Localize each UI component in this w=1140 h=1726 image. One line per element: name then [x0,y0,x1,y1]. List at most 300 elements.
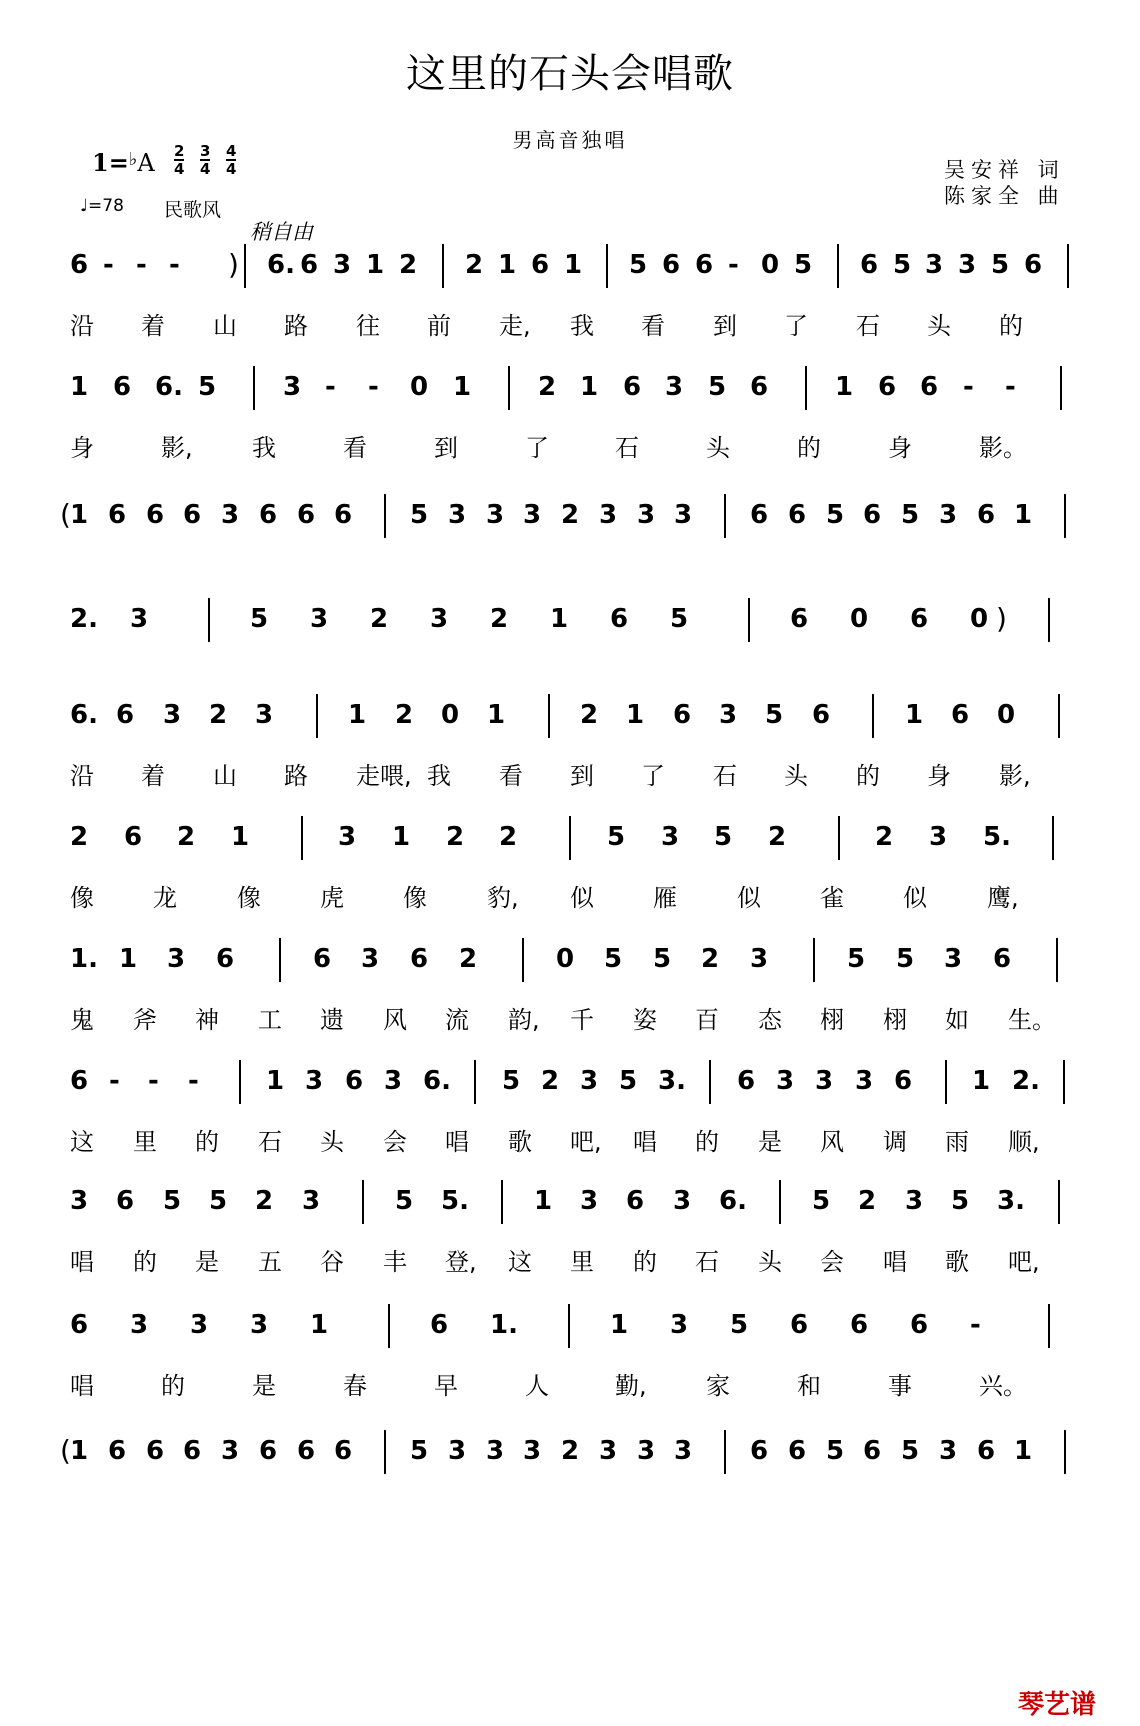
lyric-syllable: 调 [883,1128,907,1156]
note: 2 [538,372,557,402]
note: 5 [163,1186,182,1216]
note: 6 [623,372,642,402]
note: 2 [561,500,580,530]
lyric-syllable: 豹, [487,884,519,912]
lyric-syllable: 歌 [945,1248,969,1276]
note: 2 [399,250,418,280]
note: 6. [70,700,98,730]
lyric-syllable: 的 [633,1248,657,1276]
lyric-syllable: 身 [888,434,912,462]
note: 6 [70,1310,89,1340]
lyric-syllable: 山 [213,312,237,340]
note: 1 [580,372,599,402]
lyric-syllable: 了 [525,434,549,462]
note: 3 [448,500,467,530]
lyric-syllable: 看 [499,762,523,790]
note: 2 [446,822,465,852]
barline [568,1304,570,1348]
barline [1048,1304,1050,1348]
note: 2 [561,1436,580,1466]
note: 3. [658,1066,686,1096]
note: 0 [761,250,780,280]
lyric-syllable: 看 [641,312,665,340]
note: 6 [116,700,135,730]
barline [316,694,318,738]
note: 6 [977,1436,996,1466]
lyric-syllable: 的 [161,1372,185,1400]
lyric-syllable: 头 [784,762,808,790]
note: 3 [163,700,182,730]
lyric-syllable: 的 [133,1248,157,1276]
direction-marking: 稍自由 [250,220,313,244]
note: 6. [719,1186,747,1216]
barline [1064,1430,1066,1474]
close-paren: ) [996,602,1007,635]
note: - [169,250,180,280]
note: 3 [338,822,357,852]
note: 6 [863,1436,882,1466]
lyric-syllable: 斧 [133,1006,157,1034]
note: 5 [951,1186,970,1216]
barline [384,1430,386,1474]
lyricist-credit: 吴安祥 词 [944,158,1065,182]
lyric-syllable: 是 [195,1248,219,1276]
note: 6 [626,1186,645,1216]
watermark-logo: 琴艺谱 [1018,1690,1097,1720]
note: 3 [523,1436,542,1466]
lyric-syllable: 春 [343,1372,367,1400]
open-paren: ( [60,498,71,531]
note: - [103,250,114,280]
lyric-syllable: 流 [445,1006,469,1034]
note: 5 [502,1066,521,1096]
note: - [136,250,147,280]
barline [384,494,386,538]
note: 2 [177,822,196,852]
barline [1058,1180,1060,1224]
note: 6 [910,1310,929,1340]
lyric-syllable: 往 [356,312,380,340]
lyric-syllable: 会 [383,1128,407,1156]
note: 1 [550,604,569,634]
note: 5 [619,1066,638,1096]
note: 6 [70,250,89,280]
note: 6 [878,372,897,402]
open-paren: ( [60,1434,71,1467]
barline [1048,598,1050,642]
lyric-syllable: 生。 [1008,1006,1056,1034]
note: 5 [410,1436,429,1466]
note: 5. [983,822,1011,852]
note: - [368,372,379,402]
note: 1 [498,250,517,280]
note: 3 [333,250,352,280]
lyric-syllable: 像 [403,884,427,912]
note: 5 [653,944,672,974]
note: 0 [850,604,869,634]
lyric-syllable: 吧, [570,1128,602,1156]
lyric-syllable: 五 [258,1248,282,1276]
lyric-syllable: 头 [758,1248,782,1276]
lyric-syllable: 到 [570,762,594,790]
style-marking: 民歌风 [164,199,222,221]
lyric-syllable: 这 [508,1248,532,1276]
song-subtitle: 男高音独唱 [512,128,628,152]
key-signature: 1=♭A [92,148,155,177]
lyric-syllable: 丰 [383,1248,407,1276]
note: 3 [939,500,958,530]
note: 3 [929,822,948,852]
note: 6 [334,500,353,530]
note: 1. [490,1310,518,1340]
lyric-syllable: 头 [320,1128,344,1156]
note: 3 [665,372,684,402]
note: 3 [255,700,274,730]
note: 3 [361,944,380,974]
note: 3 [221,500,240,530]
lyric-syllable: 韵, [508,1006,540,1034]
note: 5 [812,1186,831,1216]
note: 6 [259,1436,278,1466]
note: 5 [607,822,626,852]
time-signature-4-4: 4 4 [226,142,237,178]
note: 3 [776,1066,795,1096]
barline [724,494,726,538]
lyric-syllable: 了 [641,762,665,790]
lyric-syllable: 栩 [820,1006,844,1034]
lyric-syllable: 登, [445,1248,477,1276]
lyric-syllable: 石 [713,762,737,790]
note: 3 [448,1436,467,1466]
note: 6 [146,500,165,530]
note: 5 [765,700,784,730]
lyric-syllable: 似 [570,884,594,912]
lyric-syllable: 吧, [1008,1248,1040,1276]
barline [253,366,255,410]
note: 5 [847,944,866,974]
note: 6. [423,1066,451,1096]
composer-credit: 陈家全 曲 [944,184,1065,208]
note: 6 [108,500,127,530]
barline [748,598,750,642]
time-signature-2-4: 2 4 [174,142,185,178]
notation-line [0,1310,1140,1428]
barline [709,1060,711,1104]
note: 3 [599,500,618,530]
lyric-syllable: 家 [706,1372,730,1400]
note: 2 [499,822,518,852]
note: 3 [958,250,977,280]
barline [606,244,608,288]
note: 6 [662,250,681,280]
lyric-syllable: 路 [284,312,308,340]
note: 3 [486,1436,505,1466]
note: 1. [70,944,98,974]
note: 6 [750,500,769,530]
note: 3 [310,604,329,634]
note: 3 [130,1310,149,1340]
note: 6 [790,1310,809,1340]
note: 1 [119,944,138,974]
lyric-syllable: 雁 [653,884,677,912]
note: 6 [790,604,809,634]
note: 5 [604,944,623,974]
close-paren: ) [228,248,239,281]
lyric-syllable: 山 [213,762,237,790]
note: 2. [70,604,98,634]
barline [388,1304,390,1348]
notation-line [0,1066,1140,1184]
lyric-syllable: 我 [570,312,594,340]
note: 1 [70,1436,89,1466]
lyric-syllable: 唱 [445,1128,469,1156]
note: 3 [250,1310,269,1340]
note: 2 [209,700,228,730]
note: 6 [334,1436,353,1466]
lyric-syllable: 虎 [320,884,344,912]
note: 3 [302,1186,321,1216]
lyric-syllable: 走, [499,312,531,340]
note: - [148,1066,159,1096]
lyric-syllable: 石 [258,1128,282,1156]
lyric-syllable: 了 [784,312,808,340]
barline [813,938,815,982]
note: 6 [345,1066,364,1096]
lyric-syllable: 唱 [70,1248,94,1276]
lyric-syllable: 龙 [153,884,177,912]
note: 6 [410,944,429,974]
note: 6 [850,1310,869,1340]
note: 5 [901,1436,920,1466]
note: 1 [534,1186,553,1216]
notation-line [0,1186,1140,1304]
note: 5 [896,944,915,974]
note: 3 [944,944,963,974]
lyric-syllable: 兴。 [979,1372,1027,1400]
note: 5 [250,604,269,634]
note: 3 [523,500,542,530]
lyric-syllable: 唱 [633,1128,657,1156]
note: 3 [430,604,449,634]
lyric-syllable: 早 [434,1372,458,1400]
barline [362,1180,364,1224]
barline [244,244,246,288]
lyric-syllable: 这 [70,1128,94,1156]
barline [1060,366,1062,410]
note: 6 [695,250,714,280]
lyric-syllable: 身 [70,434,94,462]
note: 1 [310,1310,329,1340]
note: 6 [750,372,769,402]
note: 6 [108,1436,127,1466]
barline [508,366,510,410]
note: 3 [70,1186,89,1216]
note: 6 [216,944,235,974]
lyric-syllable: 着 [141,762,165,790]
note: 3 [637,1436,656,1466]
note: 6 [70,1066,89,1096]
lyric-syllable: 态 [758,1006,782,1034]
lyric-syllable: 看 [343,434,367,462]
note: 3 [130,604,149,634]
note: 3 [580,1186,599,1216]
note: 6 [1024,250,1043,280]
lyric-syllable: 人 [525,1372,549,1400]
notation-line [0,372,1140,490]
lyric-syllable: 前 [427,312,451,340]
song-title: 这里的石头会唱歌 [406,51,734,97]
lyric-syllable: 事 [888,1372,912,1400]
note: - [970,1310,981,1340]
note: 6 [124,822,143,852]
lyric-syllable: 唱 [70,1372,94,1400]
barline [279,938,281,982]
note: 0 [441,700,460,730]
lyric-syllable: 着 [141,312,165,340]
lyric-syllable: 勤, [615,1372,647,1400]
note: 1 [366,250,385,280]
lyric-syllable: 走喂, [356,762,412,790]
lyric-syllable: 沿 [70,312,94,340]
lyric-syllable: 谷 [320,1248,344,1276]
barline [1064,494,1066,538]
barline [1058,694,1060,738]
note: 6 [531,250,550,280]
note: 5 [209,1186,228,1216]
lyric-syllable: 的 [999,312,1023,340]
note: 1 [835,372,854,402]
note: 2 [465,250,484,280]
tempo-marking: ♩=78 [80,196,124,216]
note: 0 [410,372,429,402]
note: 3 [925,250,944,280]
note: 5 [410,500,429,530]
lyric-syllable: 石 [856,312,880,340]
note: 5. [441,1186,469,1216]
barline [1067,244,1069,288]
note: 1 [1014,500,1033,530]
lyric-syllable: 沿 [70,762,94,790]
barline [945,1060,947,1104]
note: 1 [1014,1436,1033,1466]
barline [208,598,210,642]
note: 6 [183,1436,202,1466]
lyric-syllable: 歌 [508,1128,532,1156]
note: 2 [858,1186,877,1216]
note: - [963,372,974,402]
note: 2 [768,822,787,852]
note: 5 [991,250,1010,280]
note: 6 [812,700,831,730]
lyric-syllable: 里 [133,1128,157,1156]
note: - [109,1066,120,1096]
lyric-syllable: 和 [797,1372,821,1400]
note: 6 [951,700,970,730]
note: 3 [719,700,738,730]
lyric-syllable: 石 [615,434,639,462]
note: 3 [637,500,656,530]
note: 2 [370,604,389,634]
lyric-syllable: 工 [258,1006,282,1034]
note: 3 [815,1066,834,1096]
barline [442,244,444,288]
notation-line [0,944,1140,1062]
note: 1 [626,700,645,730]
note: 6 [920,372,939,402]
note: - [188,1066,199,1096]
note: 2 [490,604,509,634]
note: 3 [580,1066,599,1096]
note: 6. [155,372,183,402]
note: 6 [116,1186,135,1216]
note: 5 [395,1186,414,1216]
lyric-syllable: 鹰, [987,884,1019,912]
note: 1 [231,822,250,852]
note: 3 [599,1436,618,1466]
note: 3 [221,1436,240,1466]
lyric-syllable: 影, [999,762,1031,790]
note: 3 [855,1066,874,1096]
lyric-syllable: 影, [161,434,193,462]
notation-line [0,822,1140,940]
note: 3. [997,1186,1025,1216]
note: 5 [901,500,920,530]
note: 2 [70,822,89,852]
notation-line [0,220,1140,368]
barline [548,694,550,738]
barline [569,816,571,860]
barline [805,366,807,410]
barline [837,244,839,288]
lyric-syllable: 似 [903,884,927,912]
barline [474,1060,476,1104]
note: 6 [910,604,929,634]
note: 1 [266,1066,285,1096]
barline [838,816,840,860]
note: 2 [875,822,894,852]
note: 2 [541,1066,560,1096]
note: 6 [300,250,319,280]
lyric-syllable: 是 [252,1372,276,1400]
note: 5 [708,372,727,402]
lyric-syllable: 顺, [1008,1128,1040,1156]
lyric-syllable: 是 [758,1128,782,1156]
note: 3 [661,822,680,852]
note: 2 [255,1186,274,1216]
lyric-syllable: 到 [434,434,458,462]
barline [872,694,874,738]
note: 6 [863,500,882,530]
note: 3 [167,944,186,974]
lyric-syllable: 百 [695,1006,719,1034]
note: 5 [629,250,648,280]
note: 5 [730,1310,749,1340]
note: 3 [674,500,693,530]
note: 3 [674,1436,693,1466]
note: 6 [750,1436,769,1466]
note: 5 [198,372,217,402]
note: 1 [70,500,89,530]
lyric-syllable: 遗 [320,1006,344,1034]
note: 6 [860,250,879,280]
note: 2 [395,700,414,730]
note: 6 [788,1436,807,1466]
note: 6 [610,604,629,634]
note: 3 [905,1186,924,1216]
note: 3 [305,1066,324,1096]
note: 2 [701,944,720,974]
note: 1 [392,822,411,852]
